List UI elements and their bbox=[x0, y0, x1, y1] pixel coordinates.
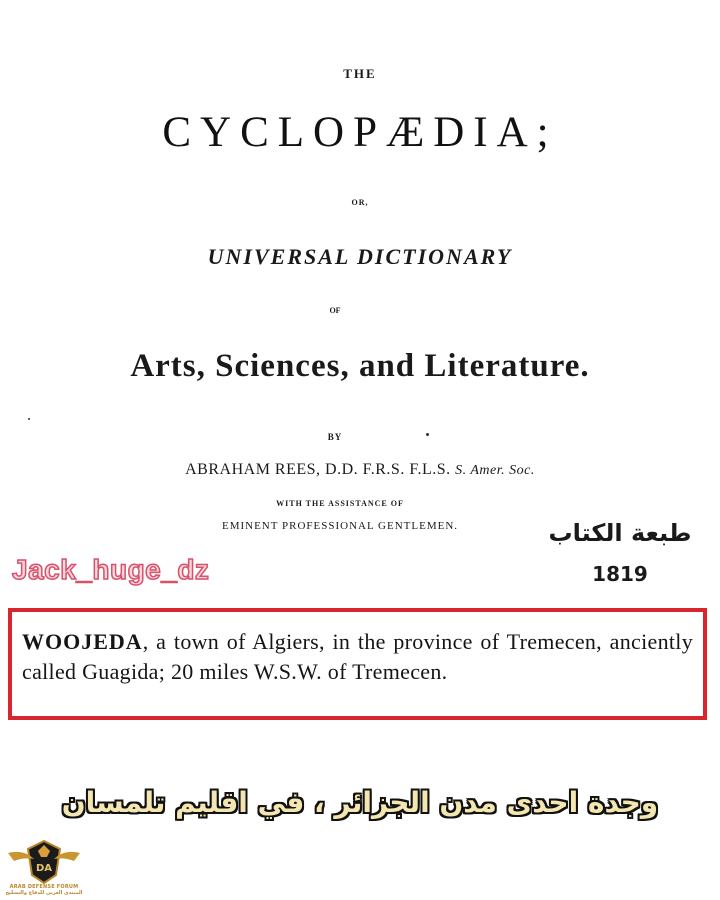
title-the: THE bbox=[343, 66, 377, 81]
title-eminent: EMINENT PROFESSIONAL GENTLEMEN. bbox=[221, 520, 459, 532]
logo-letters: DA bbox=[35, 863, 53, 874]
author-name: ABRAHAM REES, D.D. F.R.S. F.L.S. bbox=[185, 461, 451, 478]
entry-line-1: , a town of Algiers, in the province of bbox=[142, 629, 500, 654]
entry-headword: WOOJEDA bbox=[22, 629, 143, 654]
logo-name: ARAB DEFENSE FORUM bbox=[9, 884, 79, 890]
print-speck bbox=[28, 418, 30, 420]
forum-logo bbox=[4, 835, 84, 897]
watermark-text: Jack_huge_dz bbox=[12, 554, 210, 585]
title-universal-dictionary: UNIVERSAL DICTIONARY bbox=[207, 244, 513, 269]
title-author bbox=[100, 461, 620, 479]
dictionary-entry bbox=[22, 627, 693, 687]
title-of: OF bbox=[329, 306, 341, 315]
title-assistance: WITH THE ASSISTANCE OF bbox=[276, 499, 404, 508]
title-arts-sciences-literature: Arts, Sciences, and Literature. bbox=[130, 348, 590, 384]
entry-line-2: Tremecen, anciently called Guagida; 20 miles W.S.W. bbox=[22, 629, 693, 684]
logo-arabic: المنتدى العربي للدفاع والتسليح bbox=[5, 890, 83, 896]
edition-label: طبعة الكتاب bbox=[548, 519, 692, 547]
author-society: S. Amer. Soc. bbox=[455, 463, 535, 478]
highlighted-entry-box bbox=[8, 608, 707, 720]
edition-year: 1819 bbox=[592, 562, 648, 586]
print-speck bbox=[426, 433, 429, 436]
title-by: BY bbox=[327, 432, 343, 442]
title-or: OR, bbox=[351, 198, 369, 207]
arabic-caption: وجدة احدى مدن الجزائر ، في اقليم تلمسان bbox=[61, 786, 659, 819]
entry-line-3: of Tremecen. bbox=[327, 659, 448, 684]
title-cyclopaedia: CYCLOPÆDIA; bbox=[162, 109, 558, 156]
eagle-icon bbox=[4, 835, 84, 885]
